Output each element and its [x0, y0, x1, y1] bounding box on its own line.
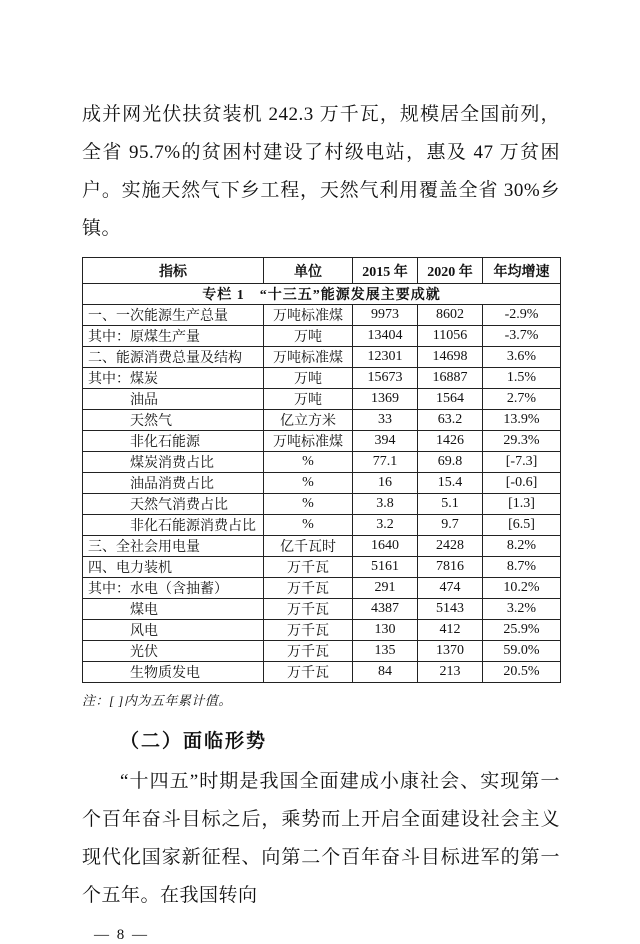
indicator-cell: 天然气 — [83, 410, 264, 431]
energy-achievements-table — [82, 257, 561, 683]
indicator-cell: 三、全社会用电量 — [83, 536, 264, 557]
indicator-cell: 生物质发电 — [83, 662, 264, 683]
indicator-cell: 非化石能源消费占比 — [83, 515, 264, 536]
table-row — [83, 662, 561, 683]
value-2020-cell: 14698 — [418, 347, 483, 368]
growth-cell: [-7.3] — [483, 452, 561, 473]
value-2015-cell: 1369 — [353, 389, 418, 410]
value-2020-cell: 1370 — [418, 641, 483, 662]
unit-cell: 万吨标准煤 — [264, 347, 353, 368]
indicator-cell: 其中：煤炭 — [83, 368, 264, 389]
value-2020-cell: 213 — [418, 662, 483, 683]
unit-cell: 万千瓦 — [264, 557, 353, 578]
table-row — [83, 494, 561, 515]
unit-cell: 万吨标准煤 — [264, 431, 353, 452]
growth-cell: 3.6% — [483, 347, 561, 368]
value-2015-cell: 4387 — [353, 599, 418, 620]
value-2020-cell: 7816 — [418, 557, 483, 578]
value-2015-cell: 12301 — [353, 347, 418, 368]
table-row — [83, 578, 561, 599]
value-2015-cell: 13404 — [353, 326, 418, 347]
table-row — [83, 368, 561, 389]
value-2015-cell: 84 — [353, 662, 418, 683]
growth-cell: 29.3% — [483, 431, 561, 452]
value-2015-cell: 130 — [353, 620, 418, 641]
growth-cell: [-0.6] — [483, 473, 561, 494]
indicator-cell: 油品消费占比 — [83, 473, 264, 494]
indicator-cell: 煤炭消费占比 — [83, 452, 264, 473]
unit-cell: 万千瓦 — [264, 599, 353, 620]
unit-cell: 万吨 — [264, 326, 353, 347]
growth-cell: 8.7% — [483, 557, 561, 578]
unit-cell: 万千瓦 — [264, 662, 353, 683]
value-2020-cell: 63.2 — [418, 410, 483, 431]
growth-cell: 13.9% — [483, 410, 561, 431]
value-2020-cell: 2428 — [418, 536, 483, 557]
indicator-cell: 油品 — [83, 389, 264, 410]
table-note: 注：[ ]内为五年累计值。 — [82, 693, 232, 708]
indicator-cell: 非化石能源 — [83, 431, 264, 452]
growth-cell: 1.5% — [483, 368, 561, 389]
paragraph-1: 成并网光伏扶贫装机 242.3 万千瓦，规模居全国前列，全省 95.7%的贫困村建设了村级电站，惠及 47 万贫困户。实施天然气下乡工程，天然气利用覆盖全省 30%乡镇。 — [82, 104, 560, 239]
table-row — [83, 557, 561, 578]
value-2020-cell: 9.7 — [418, 515, 483, 536]
growth-cell: 2.7% — [483, 389, 561, 410]
table-title: 专栏 1 “十三五”能源发展主要成就 — [83, 284, 561, 305]
value-2015-cell: 291 — [353, 578, 418, 599]
unit-cell: % — [264, 515, 353, 536]
page-number: — 8 — — [94, 927, 149, 943]
value-2020-cell: 5.1 — [418, 494, 483, 515]
value-2015-cell: 9973 — [353, 305, 418, 326]
table-row — [83, 515, 561, 536]
table-row — [83, 326, 561, 347]
value-2020-cell: 5143 — [418, 599, 483, 620]
value-2015-cell: 135 — [353, 641, 418, 662]
unit-cell: 万吨标准煤 — [264, 305, 353, 326]
value-2020-cell: 1426 — [418, 431, 483, 452]
table-row — [83, 410, 561, 431]
table-row — [83, 536, 561, 557]
indicator-cell: 风电 — [83, 620, 264, 641]
table-row — [83, 452, 561, 473]
indicator-cell: 二、能源消费总量及结构 — [83, 347, 264, 368]
energy-table-body — [83, 305, 561, 683]
value-2020-cell: 1564 — [418, 389, 483, 410]
growth-cell: [1.3] — [483, 494, 561, 515]
value-2020-cell: 412 — [418, 620, 483, 641]
section-heading: （二）面临形势 — [120, 731, 268, 752]
unit-cell: 万吨 — [264, 389, 353, 410]
table-row — [83, 599, 561, 620]
unit-cell: 亿千瓦时 — [264, 536, 353, 557]
growth-cell: -3.7% — [483, 326, 561, 347]
growth-cell: 3.2% — [483, 599, 561, 620]
value-2015-cell: 3.2 — [353, 515, 418, 536]
indicator-cell: 天然气消费占比 — [83, 494, 264, 515]
paragraph-2: “十四五”时期是我国全面建成小康社会、实现第一个百年奋斗目标之后，乘势而上开启全面建设社会主义现代化国家新征程、向第二个百年奋斗目标进军的第一个五年。在我国转向 — [82, 771, 560, 906]
table-header — [83, 258, 561, 284]
unit-cell: 万千瓦 — [264, 578, 353, 599]
growth-cell: [6.5] — [483, 515, 561, 536]
unit-cell: 万吨 — [264, 368, 353, 389]
column-header-indicator: 指标 — [83, 258, 264, 284]
table-row — [83, 473, 561, 494]
growth-cell: 8.2% — [483, 536, 561, 557]
value-2020-cell: 474 — [418, 578, 483, 599]
table-header-row — [83, 258, 561, 284]
table-row — [83, 431, 561, 452]
indicator-cell: 光伏 — [83, 641, 264, 662]
table-title-row — [83, 284, 561, 305]
unit-cell: 万千瓦 — [264, 620, 353, 641]
value-2015-cell: 3.8 — [353, 494, 418, 515]
unit-cell: % — [264, 452, 353, 473]
unit-cell: 万千瓦 — [264, 641, 353, 662]
value-2020-cell: 8602 — [418, 305, 483, 326]
growth-cell: 59.0% — [483, 641, 561, 662]
unit-cell: % — [264, 473, 353, 494]
value-2015-cell: 77.1 — [353, 452, 418, 473]
column-header-unit: 单位 — [264, 258, 353, 284]
value-2020-cell: 16887 — [418, 368, 483, 389]
value-2020-cell: 69.8 — [418, 452, 483, 473]
table-title-row-container — [83, 284, 561, 305]
column-header-growth: 年均增速 — [483, 258, 561, 284]
column-header-2015: 2015 年 — [353, 258, 418, 284]
indicator-cell: 四、电力装机 — [83, 557, 264, 578]
unit-cell: 亿立方米 — [264, 410, 353, 431]
indicator-cell: 其中：水电（含抽蓄） — [83, 578, 264, 599]
growth-cell: 25.9% — [483, 620, 561, 641]
value-2015-cell: 16 — [353, 473, 418, 494]
table-row — [83, 305, 561, 326]
value-2015-cell: 15673 — [353, 368, 418, 389]
value-2015-cell: 33 — [353, 410, 418, 431]
table-row — [83, 620, 561, 641]
table-row — [83, 347, 561, 368]
indicator-cell: 一、一次能源生产总量 — [83, 305, 264, 326]
table-row — [83, 641, 561, 662]
growth-cell: -2.9% — [483, 305, 561, 326]
indicator-cell: 其中：原煤生产量 — [83, 326, 264, 347]
table-row — [83, 389, 561, 410]
value-2015-cell: 5161 — [353, 557, 418, 578]
unit-cell: % — [264, 494, 353, 515]
value-2015-cell: 394 — [353, 431, 418, 452]
value-2020-cell: 15.4 — [418, 473, 483, 494]
value-2015-cell: 1640 — [353, 536, 418, 557]
column-header-2020: 2020 年 — [418, 258, 483, 284]
indicator-cell: 煤电 — [83, 599, 264, 620]
growth-cell: 10.2% — [483, 578, 561, 599]
value-2020-cell: 11056 — [418, 326, 483, 347]
growth-cell: 20.5% — [483, 662, 561, 683]
